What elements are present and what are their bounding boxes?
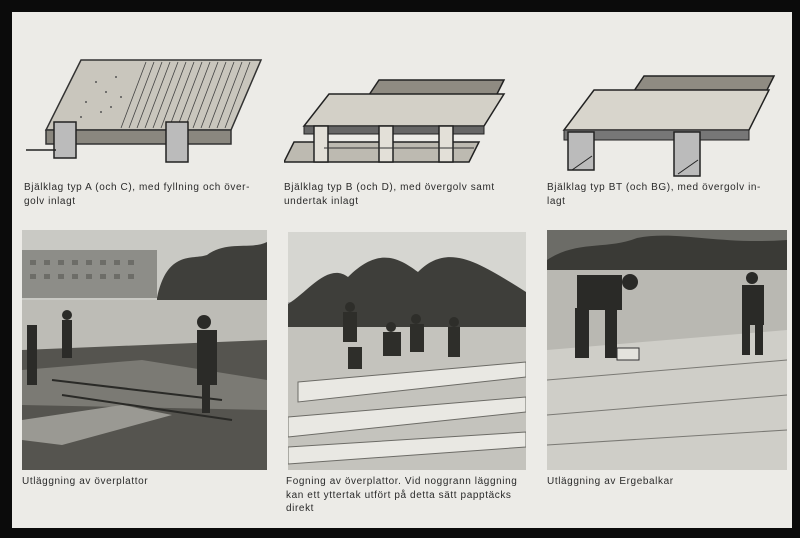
construction-photo-laying-beams <box>547 230 787 470</box>
caption-drawing-a: Bjälklag typ A (och C), med fyllning och över- golv inlagt <box>24 182 251 207</box>
construction-photo-joint-work-on-slabs <box>288 232 526 470</box>
archive-card <box>12 12 792 528</box>
caption-photo-jointing: Fogning av överplattor. Vid noggrann läggning kan ett yttertak utfört på detta sätt papptäcks direkt <box>286 476 518 514</box>
caption-photo-laying-slabs: Utläggning av överplattor <box>22 476 149 487</box>
caption-drawing-bt: Bjälklag typ BT (och BG), med övergolv in- lagt <box>547 182 761 207</box>
floor-joist-drawing-type-b <box>284 70 514 170</box>
caption-photo-laying-beams: Utläggning av Ergebalkar <box>547 476 674 487</box>
floor-joist-drawing-type-a <box>26 52 266 172</box>
floor-joist-drawing-type-bt <box>544 70 779 180</box>
caption-drawing-b: Bjälklag typ B (och D), med övergolv samt undertak inlagt <box>284 182 495 207</box>
construction-photo-workers-laying-slabs <box>22 230 267 470</box>
